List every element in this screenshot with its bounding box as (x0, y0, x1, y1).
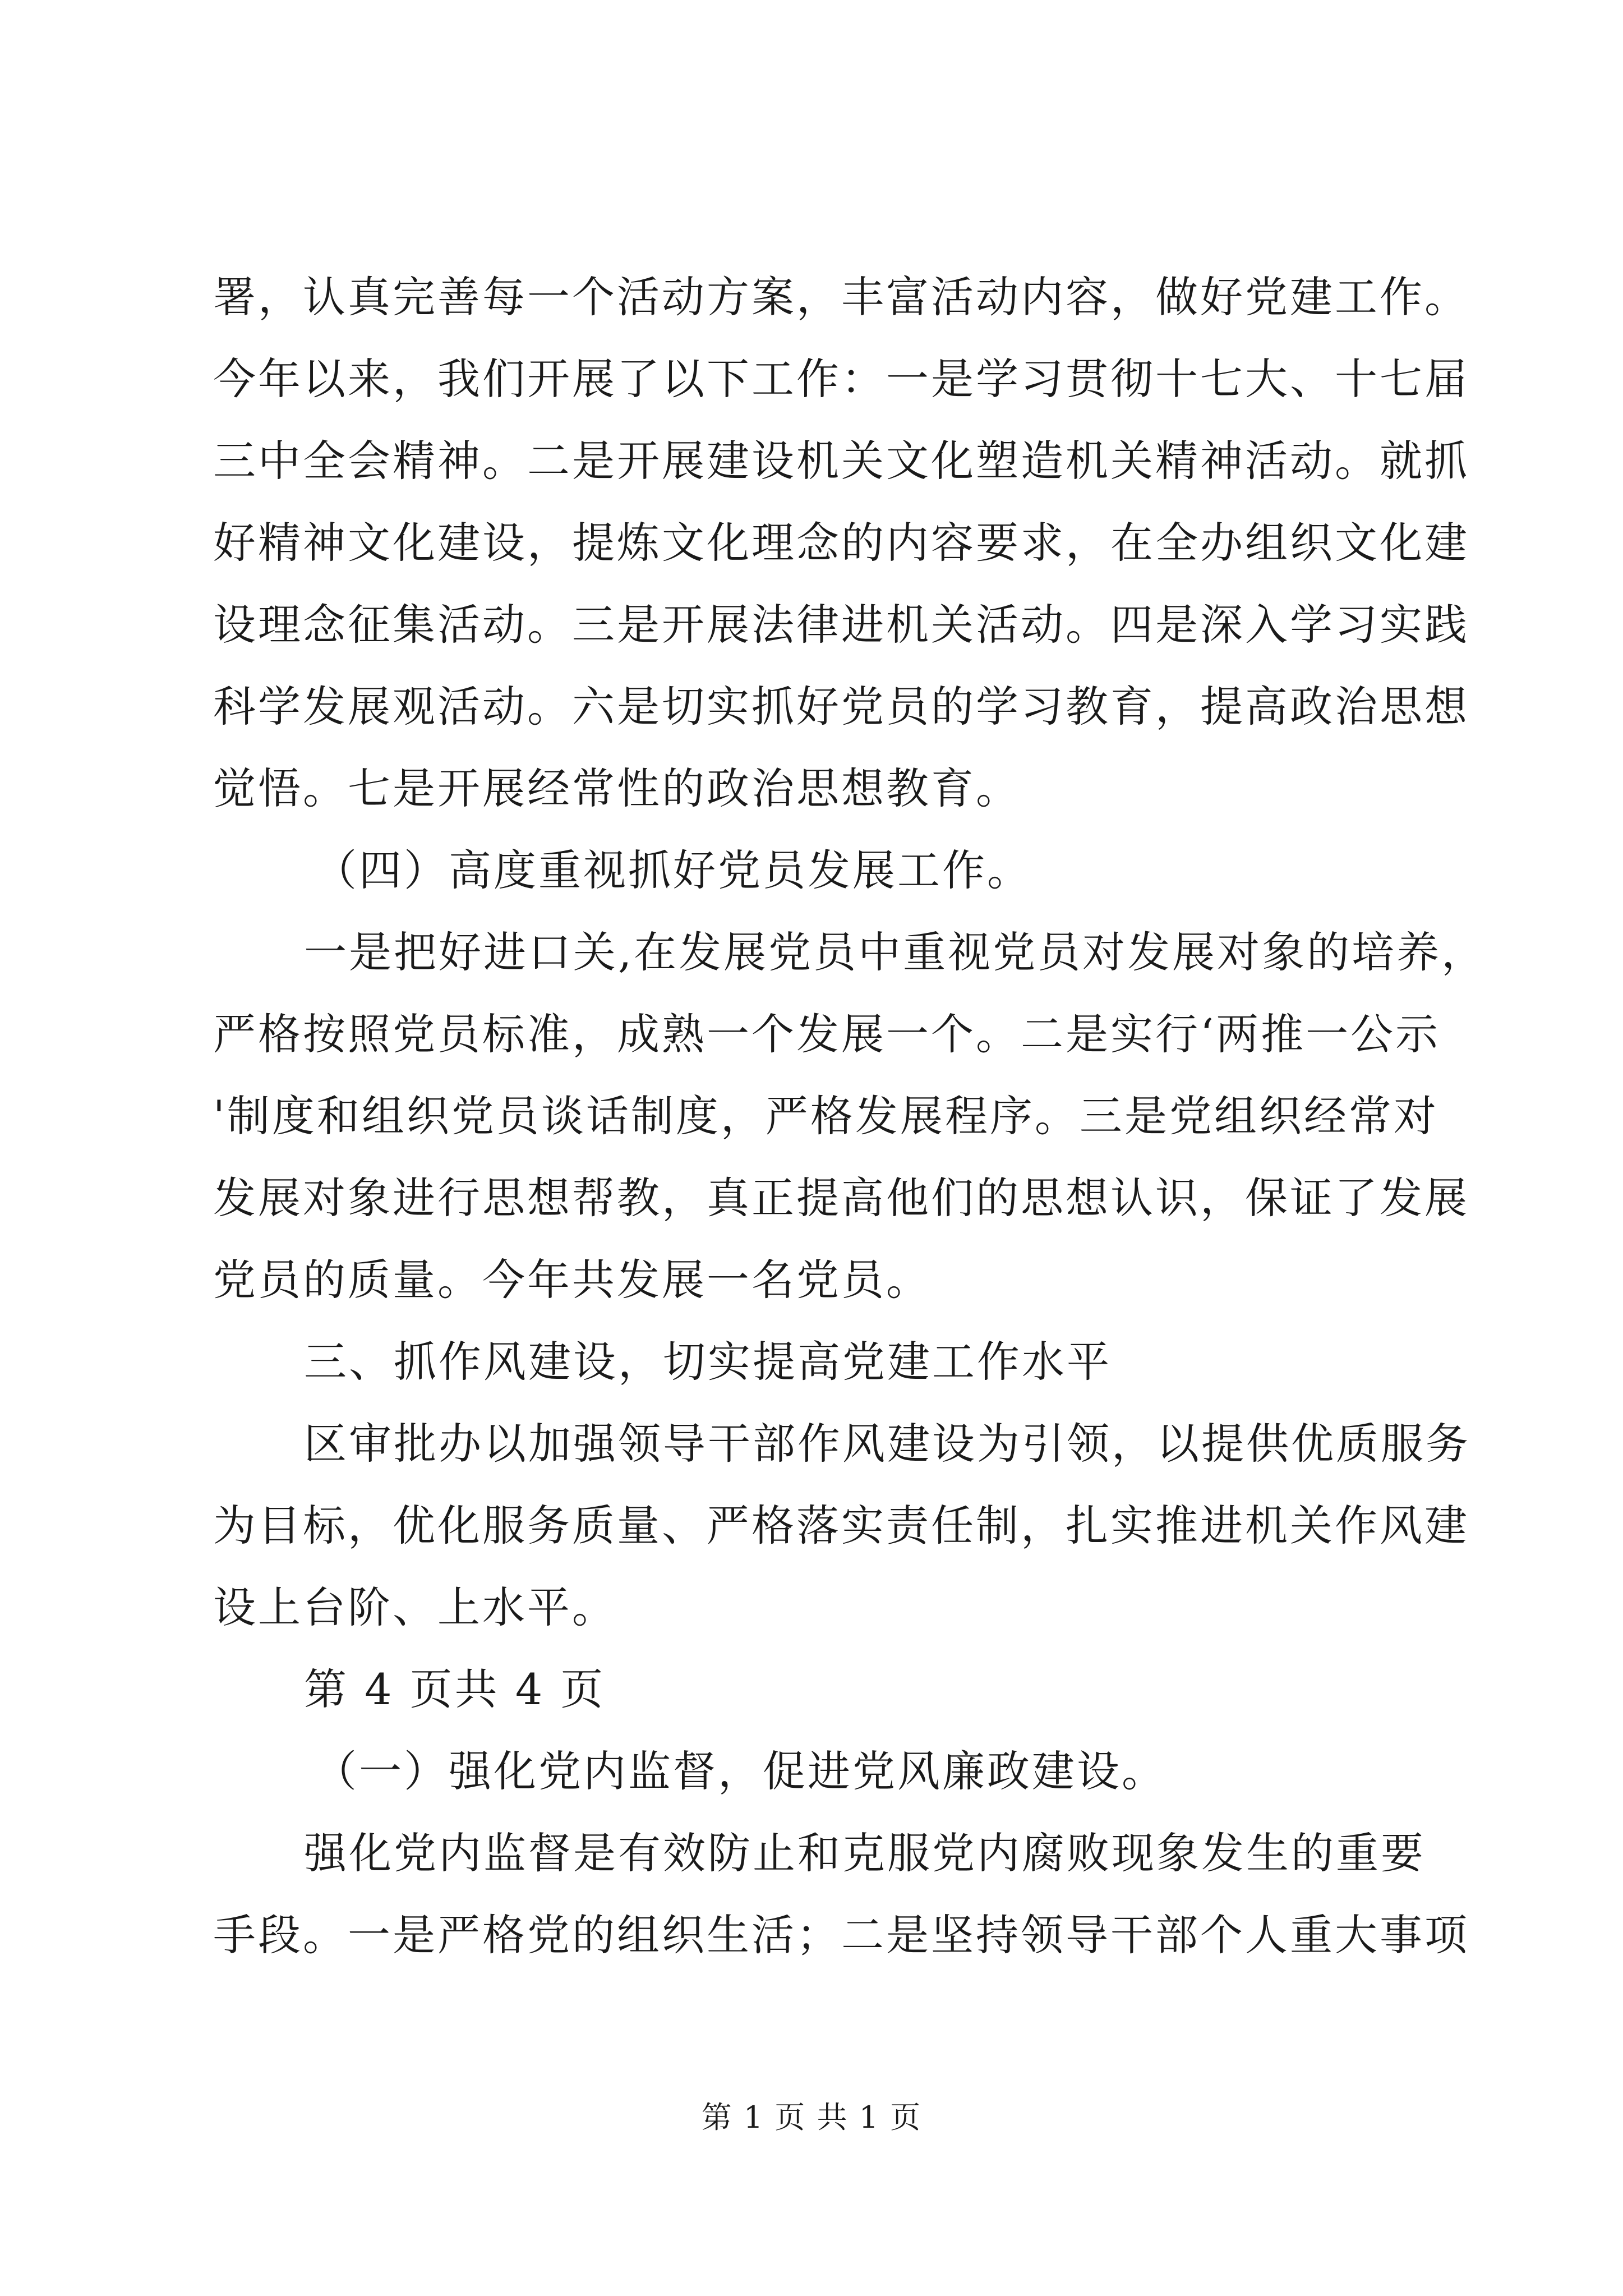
text-line: 好精神文化建设，提炼文化理念的内容要求，在全办组织文化建 (213, 518, 1469, 568)
text-line: '制度和组织党员谈话制度，严格发展程序。三是党组织经常对 (213, 1091, 1438, 1141)
section-heading: （一）强化党内监督，促进党风廉政建设。 (314, 1746, 1166, 1796)
text-line: 发展对象进行思想帮教，真正提高他们的思想认识，保证了发展 (213, 1173, 1469, 1223)
text-line: 强化党内监督是有效防止和克服党内腐败现象发生的重要 (304, 1828, 1426, 1878)
page-marker: 第 4 页共 4 页 (304, 1664, 606, 1714)
text-line: 严格按照党员标准，成熟一个发展一个。二是实行‘两推一公示 (213, 1009, 1441, 1059)
page-footer: 第 1 页 共 1 页 (701, 2100, 922, 2135)
text-line: 手段。一是严格党的组织生活；二是坚持领导干部个人重大事项 (213, 1910, 1469, 1960)
text-line: 设上台阶、上水平。 (213, 1582, 617, 1632)
section-heading: 三、抓作风建设，切实提高党建工作水平 (304, 1337, 1112, 1387)
text-line: 区审批办以加强领导干部作风建设为引领，以提供优质服务 (304, 1419, 1470, 1469)
text-line: 党员的质量。今年共发展一名党员。 (213, 1255, 931, 1305)
section-heading: （四）高度重视抓好党员发展工作。 (314, 845, 1032, 895)
text-line: 一是把好进口关,在发展党员中重视党员对发展对象的培养， (304, 927, 1487, 977)
text-line: 署，认真完善每一个活动方案，丰富活动内容，做好党建工作。 (213, 272, 1469, 322)
text-line: 觉悟。七是开展经常性的政治思想教育。 (213, 763, 1021, 813)
text-line: 三中全会精神。二是开展建设机关文化塑造机关精神活动。就抓 (213, 436, 1469, 486)
text-line: 今年以来，我们开展了以下工作：一是学习贯彻十七大、十七届 (213, 354, 1469, 404)
text-line: 为目标，优化服务质量、严格落实责任制，扎实推进机关作风建 (213, 1501, 1469, 1550)
text-line: 设理念征集活动。三是开展法律进机关活动。四是深入学习实践 (213, 600, 1469, 650)
text-line: 科学发展观活动。六是切实抓好党员的学习教育，提高政治思想 (213, 682, 1469, 731)
